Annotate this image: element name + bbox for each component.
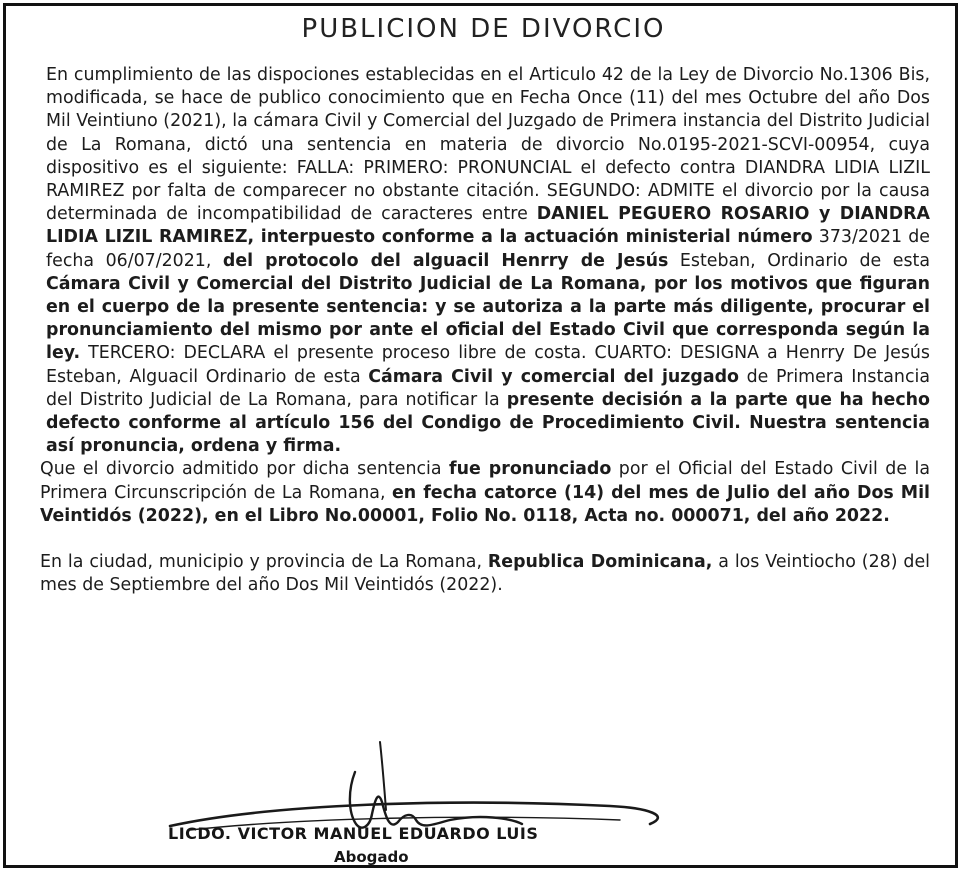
text-span: Esteban, Ordinario de esta [668,250,930,271]
bold-span: Republica Dominicana, [487,552,713,573]
paragraph-location-date [40,551,930,597]
text-span: Que el divorcio admitido por dicha sentencia [40,459,450,480]
text-span: TERCERO: DECLARA el presente proceso libre de costa. CUARTO: DESIGNA a Henrry De Jesús Esteban, Alguacil Ordinario de esta [46,343,930,387]
bold-span: Cámara Civil y Comercial del Distrito Judicial de La Romana, por los motivos que figuran en el cuerpo de la presente sentencia: y se autoriza a la parte más diligente, procurar el pronunciamiento del mismo por ante el oficial del Estado Civil que corresponda según la ley. [46,273,930,364]
document-title: PUBLICION DE DIVORCIO [301,14,666,44]
document-body [40,64,931,597]
text-span: 373/2021 de fecha 06/07/2021, [46,227,930,271]
signer-role: Abogado [334,848,409,866]
bold-span: en fecha catorce (14) del mes de Julio del año Dos Mil Veintidós (2022), en el Libro No.00001, Folio No. 0118, Acta no. 000071, del año 2022. [40,482,931,526]
signer-name: LICDO. VICTOR MANUEL EDUARDO LUIS [168,824,539,843]
text-span: a los Veintiocho (28) del mes de Septiembre del año Dos Mil Veintidós (2022). [40,552,930,596]
bold-span: fue pronunciado [449,459,612,480]
bold-span: presente decisión a la parte que ha hecho defecto conforme al artículo 156 del Condigo de Procedimiento Civil. Nuestra sentencia así pronuncia, ordena y firma. [46,389,930,457]
text-span: por el Oficial del Estado Civil de la Primera Circunscripción de La Romana, [40,459,931,503]
bold-span: Cámara Civil y comercial del juzgado [368,366,740,387]
text-span: de Primera Instancia del Distrito Judicial de La Romana, para notificar la [46,366,930,410]
text-span: En cumplimiento de las dispociones establecidas en el Articulo 42 de la Ley de Divorcio No.1306 Bis, modificada, se hace de publico conocimiento que en Fecha Once (11) del mes Octubre del año Dos Mil Veintiuno (2021), la cámara Civil y Comercial del Juzgado de Primera instancia del Distrito Judicial de La Romana, dictó una sentencia en materia de divorcio No.0195-2021-SCVI-00954, cuya dispositivo es el siguiente: FALLA: PRIMERO: PRONUNCIAL el defecto contra DIANDRA LIDIA LIZIL RAMIREZ por falta de comparecer no obstante citación. SEGUNDO: ADMITE el divorcio por la causa determinada de incompatibilidad de caracteres entre [46,65,930,225]
signature-block [150,740,710,870]
bold-span: del protocolo del alguacil Henrry de Jesús [222,250,669,271]
paragraph-pronouncement [40,458,930,528]
bold-span: DANIEL PEGUERO ROSARIO y DIANDRA LIDIA LIZIL RAMIREZ, interpuesto conforme a la actuación ministerial número [46,204,930,248]
paragraph-ruling [46,64,930,458]
text-span: En la ciudad, municipio y provincia de La Romana, [40,552,488,573]
